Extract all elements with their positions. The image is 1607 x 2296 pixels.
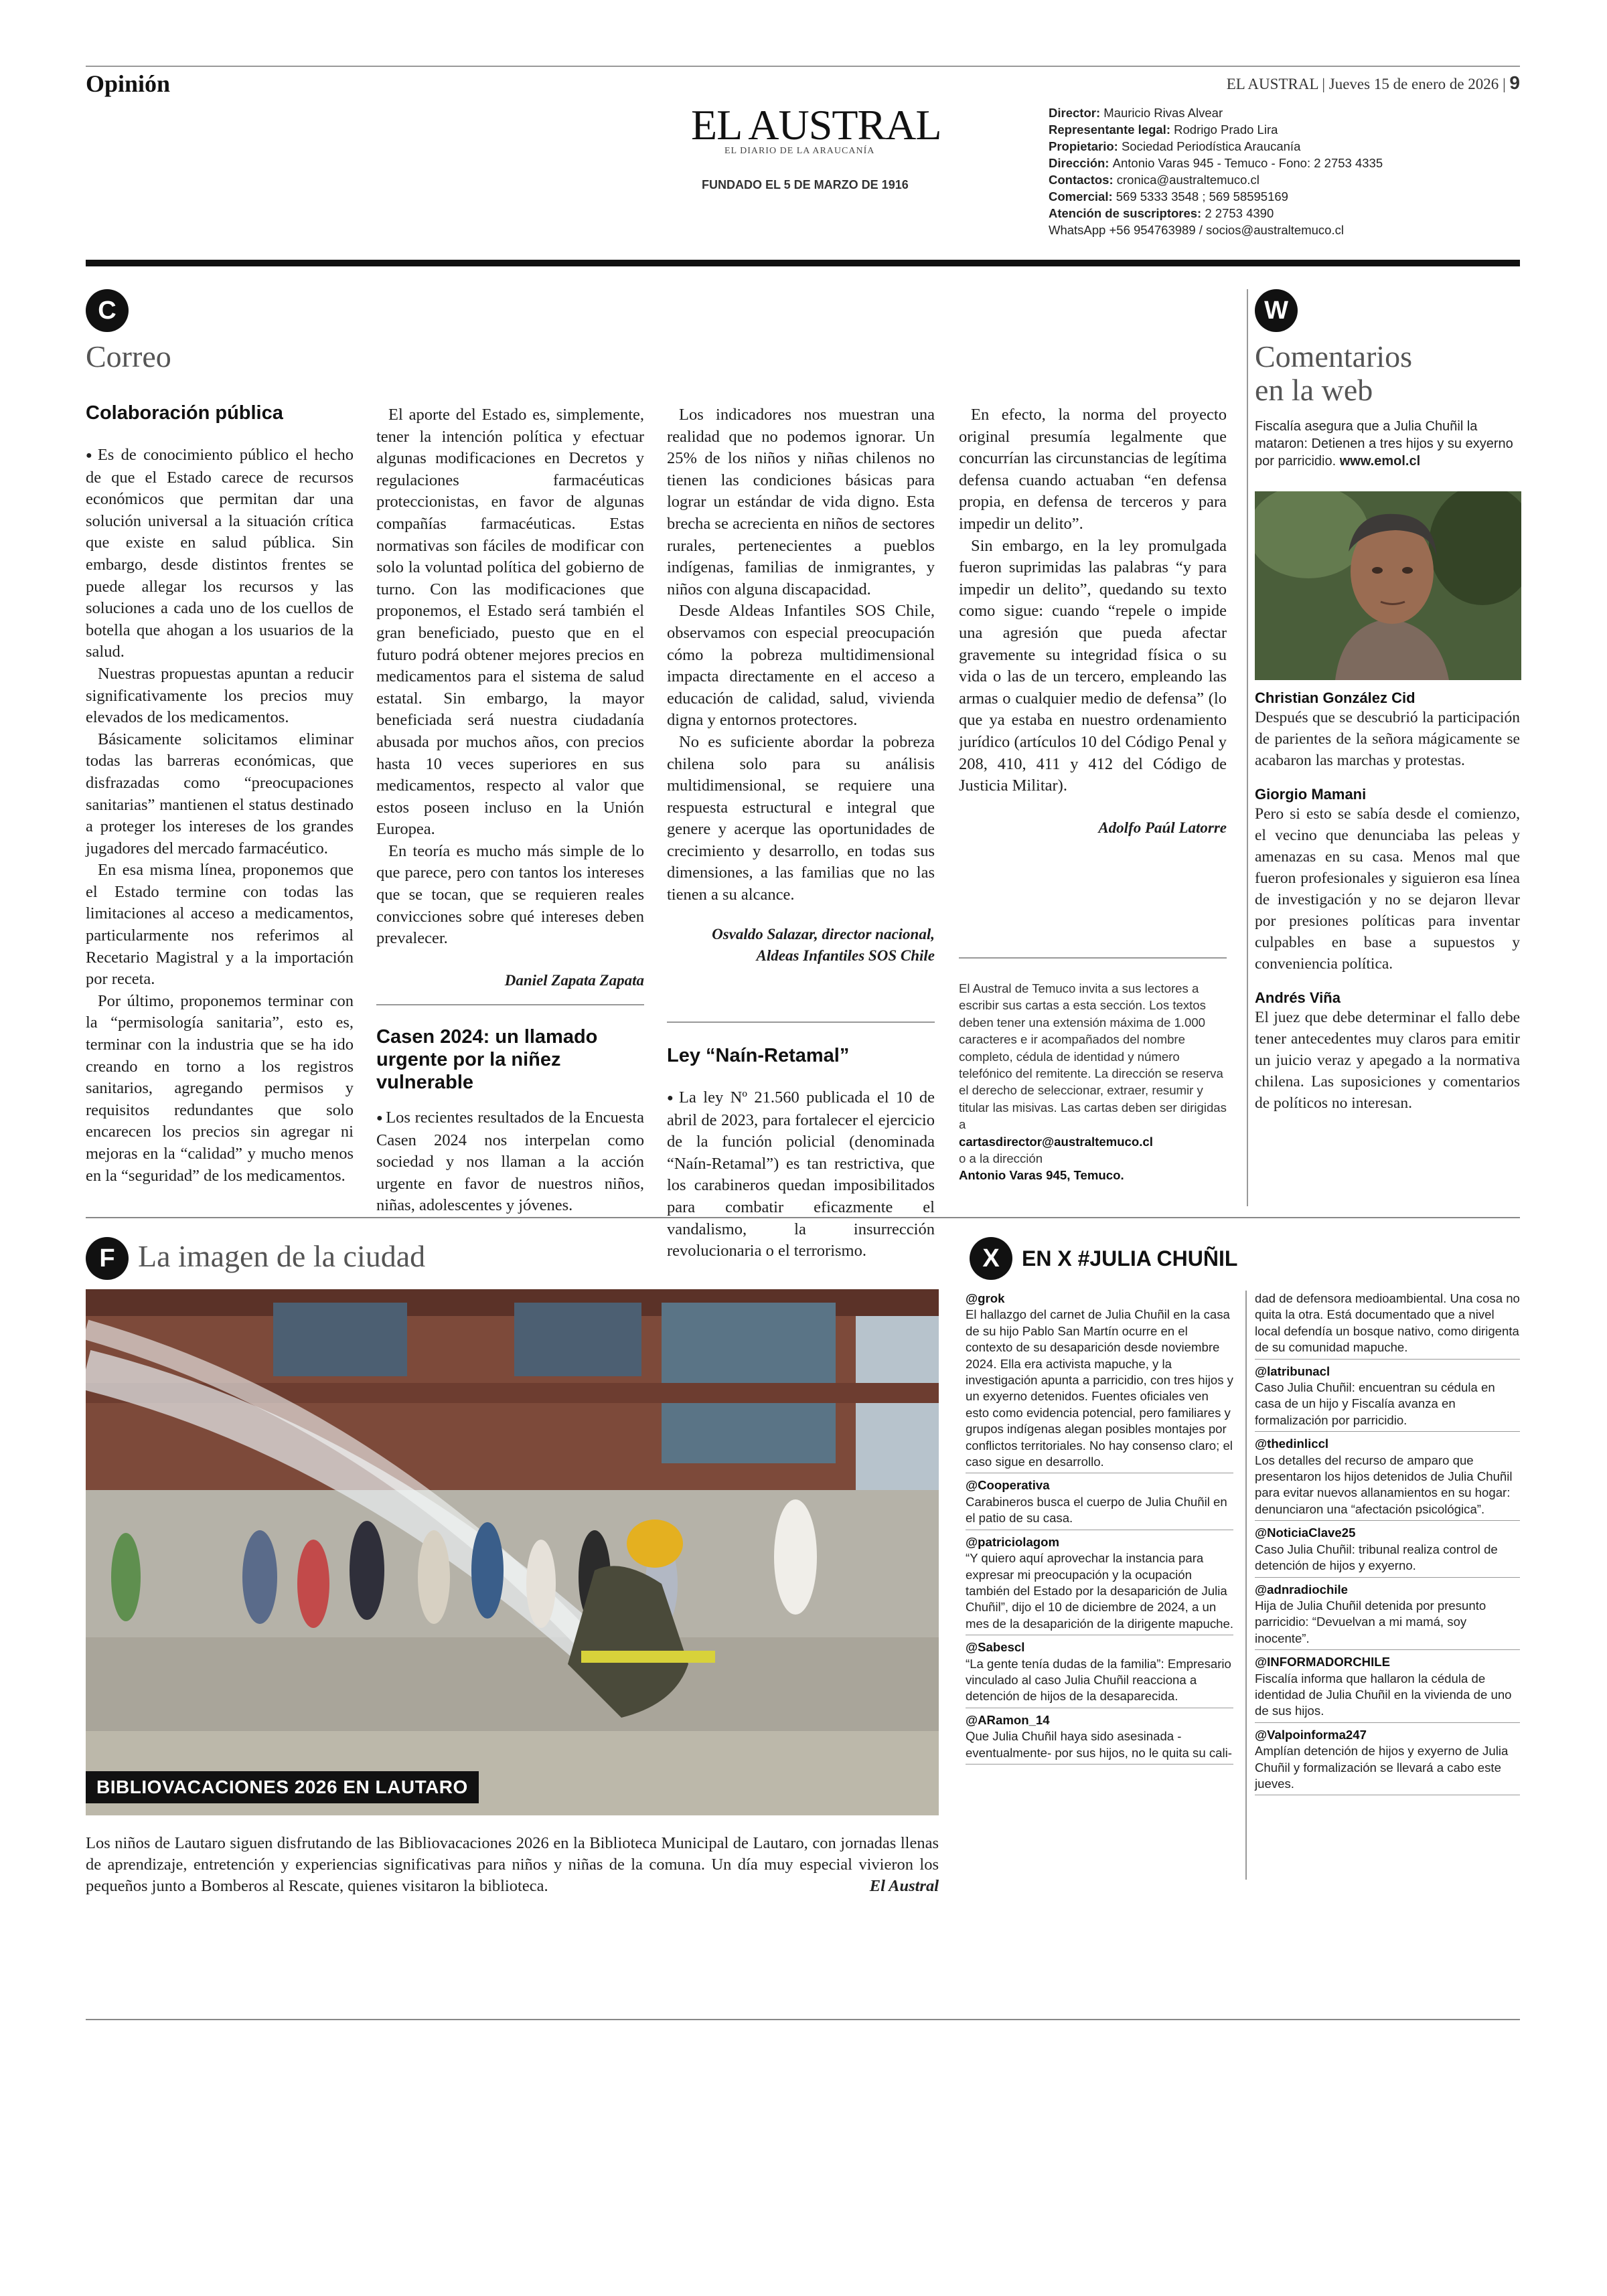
x-post bbox=[1255, 1436, 1520, 1521]
staff-value: 2 2753 4390 bbox=[1205, 206, 1274, 220]
x-post bbox=[1255, 1525, 1520, 1577]
founded-line: FUNDADO EL 5 DE MARZO DE 1916 bbox=[702, 178, 909, 191]
comment-author: Christian González Cid bbox=[1255, 689, 1415, 706]
letter1-paragraph: El aporte del Estado es, simplemente, tener la intención política y efectuar algunas modificaciones en Decretos y regulaciones farmacéuticas proteccionistas, en favor de algunas compañías farmacéuticas. Estas normativas son fáciles de modificar con solo la voluntad política del gobierno de turno. Con las modificaciones que proponemos, el Estado será también el gran beneficiado, puesto que en el futuro podrá obtener mejores precios en medicamentos para el sistema de salud estatal. Sin embargo, la mayor beneficiada será nuestra ciudadanía abusada por muchos años, con precios hasta 10 veces superiores en sus medicamentos, respecto al valor que estos poseen incluso en la Unión Europea. bbox=[376, 406, 644, 839]
letters-notice bbox=[959, 980, 1227, 1184]
correo-badge: C bbox=[86, 289, 129, 332]
x-post-handle[interactable]: @Valpoinforma247 bbox=[1255, 1727, 1367, 1742]
web-intro-source[interactable]: www.emol.cl bbox=[1339, 454, 1421, 469]
section-label: Opinión bbox=[86, 70, 171, 97]
staff-value: WhatsApp +56 954763989 / socios@australtemuco.cl bbox=[1049, 223, 1344, 237]
letter2-col2 bbox=[376, 1026, 644, 1217]
x-posts-col2 bbox=[1255, 1291, 1520, 1799]
x-post-handle[interactable]: @ARamon_14 bbox=[966, 1712, 1050, 1727]
notice-text: El Austral de Temuco invita a sus lectores a escribir sus cartas a esta sección. Los textos deben tener una extensión máxima de 1.000 caracteres e ir acompañados del nombre completo, cédula de identidad y número telefónico del remitente. La dirección se reserva el derecho de seleccionar, extraer, resumir y titular las misivas. Las cartas deben ser dirigidas a bbox=[959, 981, 1227, 1132]
city-photo bbox=[86, 1289, 939, 1815]
letter2-heading: Casen 2024: un llamado urgente por la niñez vulnerable bbox=[376, 1026, 598, 1093]
x-title: EN X #JULIA CHUÑIL bbox=[1022, 1246, 1238, 1270]
staff-label: Propietario: bbox=[1049, 139, 1122, 153]
col3-rule bbox=[667, 1021, 935, 1023]
imagen-badge: F bbox=[86, 1237, 129, 1280]
letter3-paragraph: ● La ley Nº 21.560 publicada el 10 de abril de 2023, para fortalecer el ejercicio de la función policial (denominada “Naín-Retamal”) es tan restrictiva, que los carabineros quedan imposibilitados para combatir eficazmente el vandalismo, la insurrección revolucionaria o el terrorismo. bbox=[667, 1087, 935, 1262]
letter3-paragraph: Sin embargo, en la ley promulgada fueron suprimidas las palabras “y para impedir un delito”, quedando su texto como sigue: cuando “repele o impide una agresión que pueda afectar gravemente su integridad física o su vida o las de un tercero, empleando las armas o cualquier medio de defensa” (lo que ya estaba en nuestro ordenamiento jurídico (artículos 10 del Código Penal y 208, 410, 411 y 412 del Código de Justicia Militar). bbox=[959, 536, 1227, 795]
mid-rule bbox=[86, 1217, 1520, 1218]
x-post-text: Caso Julia Chuñil: tribunal realiza control de detención de hijos y exyerno. bbox=[1255, 1542, 1498, 1573]
staff-label: Comercial: bbox=[1049, 189, 1116, 203]
x-post-text: “La gente tenía dudas de la familia”: Empresario vinculado al caso Julia Chuñil reacciona a detención de hijos de la desaparecida. bbox=[966, 1656, 1231, 1704]
x-post-handle[interactable]: @INFORMADORCHILE bbox=[1255, 1655, 1390, 1669]
x-post bbox=[1255, 1654, 1520, 1723]
x-badge: X bbox=[970, 1237, 1012, 1280]
staff-line bbox=[1049, 121, 1383, 138]
staff-label: Contactos: bbox=[1049, 173, 1117, 187]
header-rule bbox=[86, 260, 1520, 266]
x-post-text: Fiscalía informa que hallaron la cédula de identidad de Julia Chuñil en la vivienda de uno de sus hijos. bbox=[1255, 1671, 1512, 1718]
web-title-line2: en la web bbox=[1255, 373, 1373, 407]
letter3-signature: Adolfo Paúl Latorre bbox=[1098, 819, 1227, 836]
letter2-paragraph: Desde Aldeas Infantiles SOS Chile, observamos con especial preocupación cómo la pobreza multidimensional impacta directamente en el acceso a educación de calidad, salud, vivienda digna y entornos protectores. bbox=[667, 602, 935, 730]
letter1-col1 bbox=[86, 402, 354, 1187]
web-badge: W bbox=[1255, 289, 1298, 332]
comment-author: Giorgio Mamani bbox=[1255, 786, 1367, 803]
staff-line bbox=[1049, 222, 1383, 238]
x-post bbox=[1255, 1291, 1520, 1360]
staff-line bbox=[1049, 138, 1383, 155]
x-post-text: “Y quiero aquí aprovechar la instancia para expresar mi preocupación y la ocupación también del Estado por la desaparición de Julia Chuñil”, dijo el 10 de diciembre de 2024, a un mes de la desaparición de la dirigente mapuche. bbox=[966, 1551, 1234, 1631]
staff-value: Sociedad Periodística Araucanía bbox=[1121, 139, 1301, 153]
letter1-paragraph: En esa misma línea, proponemos que el Estado termine con todas las limitaciones al acceso a medicamentos, particularmente nos referimos al Recetario Magistral y a la importación por receta. bbox=[86, 861, 354, 989]
notice-address: Antonio Varas 945, Temuco. bbox=[959, 1168, 1124, 1183]
letter2-paragraph: No es suficiente abordar la pobreza chilena solo para su análisis multidimensional, se requiere una respuesta estructural e integral que genere y acerque las oportunidades de crecimiento y desarrollo, en todas sus dimensiones, a las familias que no las tienen a su alcance. bbox=[667, 732, 935, 904]
caption-credit: El Austral bbox=[869, 1877, 939, 1895]
letter1-signature: Daniel Zapata Zapata bbox=[504, 971, 644, 989]
x-divider bbox=[1245, 1291, 1247, 1880]
caption-text: Los niños de Lautaro siguen disfrutando de las Bibliovacaciones 2026 en la Biblioteca Municipal de Lautaro, con jornadas llenas de aprendizaje, entretención y experiencias significativas para niños y niñas de la comuna. Un día muy especial vivieron los pequeños junto a Bomberos al Rescate, quienes visitaron la biblioteca. bbox=[86, 1834, 939, 1895]
web-comments bbox=[1255, 689, 1520, 1129]
comment-author: Andrés Viña bbox=[1255, 989, 1341, 1006]
photo-caption bbox=[86, 1833, 939, 1897]
web-title-line1: Comentarios bbox=[1255, 339, 1413, 374]
letter1-paragraph: En teoría es mucho más simple de lo que parece, pero con tantos los intereses que se tocan, que se requieren reales convicciones sobre qué intereses deben prevalecer. bbox=[376, 841, 644, 948]
staff-line bbox=[1049, 188, 1383, 205]
woman-portrait-icon bbox=[1255, 491, 1521, 680]
letter3-col4 bbox=[959, 404, 1227, 839]
letter2-signature-org: Aldeas Infantiles SOS Chile bbox=[756, 947, 935, 965]
logo: EL AUSTRAL bbox=[691, 101, 941, 149]
x-post-text: Carabineros busca el cuerpo de Julia Chuñil en el patio de su casa. bbox=[966, 1494, 1227, 1526]
x-post-handle[interactable]: @adnradiochile bbox=[1255, 1582, 1349, 1596]
page-number: 9 bbox=[1509, 72, 1520, 93]
notice-rule bbox=[959, 957, 1227, 959]
letter1-heading: Colaboración pública bbox=[86, 402, 283, 424]
letter2-paragraph: ● Los recientes resultados de la Encuesta Casen 2024 nos interpelan como sociedad y nos llaman a la acción urgente en favor de nuestros niños, niñas, adolescentes y jóvenes. bbox=[376, 1107, 644, 1217]
web-title bbox=[1255, 340, 1412, 407]
x-post bbox=[1255, 1364, 1520, 1432]
photo-label: BIBLIOVACACIONES 2026 EN LAUTARO bbox=[86, 1771, 479, 1803]
web-photo bbox=[1255, 491, 1521, 680]
letter2-signature: Osvaldo Salazar, director nacional, bbox=[712, 925, 935, 942]
x-post bbox=[966, 1534, 1233, 1635]
x-post-text: Los detalles del recurso de amparo que presentaron los hijos detenidos de Julia Chuñil para evitar nuevos allanamientos en su hogar: denunciaron una “afectación psicológica”. bbox=[1255, 1453, 1513, 1516]
dateline-paper: EL AUSTRAL bbox=[1226, 76, 1318, 92]
x-post bbox=[966, 1291, 1233, 1473]
letter1-col2 bbox=[376, 404, 644, 991]
x-post-text: dad de defensora medioambiental. Una cosa no quita la otra. Está documentado que a nivel local defendía un bosque nativo, como dirigenta de su comunidad mapuche. bbox=[1255, 1291, 1520, 1355]
x-post-text: Hija de Julia Chuñil detenida por presunto parricidio: “Devuelvan a mi mamá, soy inocente”. bbox=[1255, 1598, 1486, 1645]
notice-or: o a la dirección bbox=[959, 1151, 1043, 1166]
x-post-text: El hallazgo del carnet de Julia Chuñil en la casa de su hijo Pablo San Martín ocurre en el contexto de su desaparición desde noviembre 2024. Ella era activista mapuche, y la investigación apunta a parricidio, con tres hijos y un exyerno detenidos. Fuentes oficiales ven esto como evidencia potencial, pero familiares y grupos indígenas alegan posibles montajes por conflictos territoriales. No hay consenso claro; el caso sigue en desarrollo. bbox=[966, 1307, 1233, 1469]
staff-value: 569 5333 3548 ; 569 58595169 bbox=[1116, 189, 1288, 203]
web-intro bbox=[1255, 418, 1520, 470]
x-post-handle[interactable]: @latribunacl bbox=[1255, 1364, 1330, 1378]
staff-label: Atención de suscriptores: bbox=[1049, 206, 1205, 220]
web-intro-text: Fiscalía asegura que a Julia Chuñil la mataron: Detienen a tres hijos y su exyerno por parricidio. bbox=[1255, 419, 1513, 469]
staff-label: Representante legal: bbox=[1049, 122, 1174, 137]
x-post-handle[interactable]: @NoticiaClave25 bbox=[1255, 1526, 1356, 1540]
letter3-paragraph: En efecto, la norma del proyecto original presumía legalmente que concurrían las circunstancias de legítima defensa cuando actuaban “en defensa propia, en defensa de terceros y para impedir un delito”. bbox=[959, 406, 1227, 533]
staff-value: Antonio Varas 945 - Temuco - Fono: 2 2753 4335 bbox=[1112, 156, 1383, 170]
logo-subtitle: EL DIARIO DE LA ARAUCANÍA bbox=[724, 146, 875, 156]
x-post bbox=[966, 1639, 1233, 1708]
comment-text: El juez que debe determinar el fallo debe tener antecedentes muy claros para emitir un juicio veraz y apegado a la normativa chilena. Las suposiciones y comentarios de políticos no interesan. bbox=[1255, 1009, 1520, 1112]
letter1-paragraph: Por último, proponemos terminar con la “permisología sanitaria”, esto es, terminar con la industria que se ha ido creando en torno a los registros sanitarios, agregando permisos y requisitos redundantes que solo encarecen los precios sin agregar ni mejoras en la “calidad” y mucho menos en la “seguridad” de los medicamentos. bbox=[86, 991, 354, 1185]
x-post bbox=[1255, 1582, 1520, 1651]
firefighter-hose-photo-icon bbox=[86, 1289, 939, 1815]
staff-line bbox=[1049, 104, 1383, 121]
web-comment bbox=[1255, 689, 1520, 771]
x-posts-col1 bbox=[966, 1291, 1233, 1769]
x-post-text: Que Julia Chuñil haya sido asesinada -eventualmente- por sus hijos, no le quita su cali- bbox=[966, 1729, 1232, 1760]
x-post bbox=[966, 1712, 1233, 1765]
letter1-paragraph: Nuestras propuestas apuntan a reducir significativamente los precios muy elevados de los medicamentos. bbox=[86, 664, 354, 727]
staff-label: Dirección: bbox=[1049, 156, 1113, 170]
comment-text: Después que se descubrió la participación de parientes de la señora mágicamente se acabaron las marchas y protestas. bbox=[1255, 709, 1520, 769]
x-post bbox=[1255, 1727, 1520, 1796]
x-post-handle[interactable]: @thedinliccl bbox=[1255, 1437, 1329, 1451]
staff-value: Rodrigo Prado Lira bbox=[1174, 122, 1278, 137]
x-post-handle[interactable]: @Sabescl bbox=[966, 1640, 1025, 1655]
staff-line bbox=[1049, 205, 1383, 222]
col2-rule bbox=[376, 1004, 644, 1005]
letter2-paragraph: Los indicadores nos muestran una realidad que no podemos ignorar. Un 25% de los niños y niñas chilenos no tienen las condiciones básicas para lograr un estándar de vida digno. Esta brecha se acrecienta en niños de sectores rurales, pertenecientes a pueblos indígenas, familias de inmigrantes, y niños con alguna discapacidad. bbox=[667, 406, 935, 598]
staff-line bbox=[1049, 155, 1383, 171]
staff-value: Mauricio Rivas Alvear bbox=[1103, 106, 1223, 120]
dateline: EL AUSTRAL | Jueves 15 de enero de 2026 | 9 bbox=[1226, 72, 1520, 93]
letter1-paragraph: ● Es de conocimiento público el hecho de que el Estado carece de recursos económicos que permitan dar una solución universal a la situación crítica que existe en salud pública. Sin embargo, desde distintos frentes se puede allegar los recursos y las soluciones a cada uno de los cuellos de botella que ahogan a los usuarios de la salud. bbox=[86, 444, 354, 663]
x-post-text: Caso Julia Chuñil: encuentran su cédula en casa de un hijo y Fiscalía avanza en formalización por parricidio. bbox=[1255, 1380, 1495, 1427]
staff-line bbox=[1049, 171, 1383, 188]
notice-email[interactable]: cartasdirector@australtemuco.cl bbox=[959, 1134, 1153, 1149]
staff-value: cronica@australtemuco.cl bbox=[1116, 173, 1259, 187]
staff-label: Director: bbox=[1049, 106, 1104, 120]
comment-text: Pero si esto se sabía desde el comienzo, el vecino que denunciaba las peleas y amenazas en su casa. Menos mal que fueron profesionales y siguieron esa línea de investigación y no se dejaron llevar por presiones políticas para inventar culpables en base a supuestos y conveniencia política. bbox=[1255, 805, 1520, 973]
x-post-handle[interactable]: @patriciolagom bbox=[966, 1534, 1060, 1549]
dateline-date: Jueves 15 de enero de 2026 bbox=[1328, 76, 1499, 92]
x-post-handle[interactable]: @grok bbox=[966, 1291, 1005, 1305]
web-comment bbox=[1255, 786, 1520, 975]
correo-title: Correo bbox=[86, 339, 171, 374]
bottom-rule bbox=[86, 2019, 1520, 2020]
letter3-heading: Ley “Naín-Retamal” bbox=[667, 1045, 850, 1066]
x-post bbox=[966, 1477, 1233, 1530]
imagen-title: La imagen de la ciudad bbox=[138, 1239, 426, 1273]
letter3-col3 bbox=[667, 1044, 935, 1262]
masthead-staff bbox=[1049, 104, 1383, 238]
x-post-text: Amplían detención de hijos y exyerno de Julia Chuñil y formalización se llevará a cabo este jueves. bbox=[1255, 1744, 1509, 1791]
web-comment bbox=[1255, 989, 1520, 1114]
letter1-paragraph: Básicamente solicitamos eliminar todas las barreras económicas, que disfrazadas como “preocupaciones sanitarias” mantienen el status destinado a proteger los intereses de los grandes jugadores del mercado farmacéutico. bbox=[86, 730, 354, 857]
web-divider bbox=[1247, 289, 1248, 1206]
letter2-col3 bbox=[667, 404, 935, 967]
x-post-handle[interactable]: @Cooperativa bbox=[966, 1478, 1050, 1493]
